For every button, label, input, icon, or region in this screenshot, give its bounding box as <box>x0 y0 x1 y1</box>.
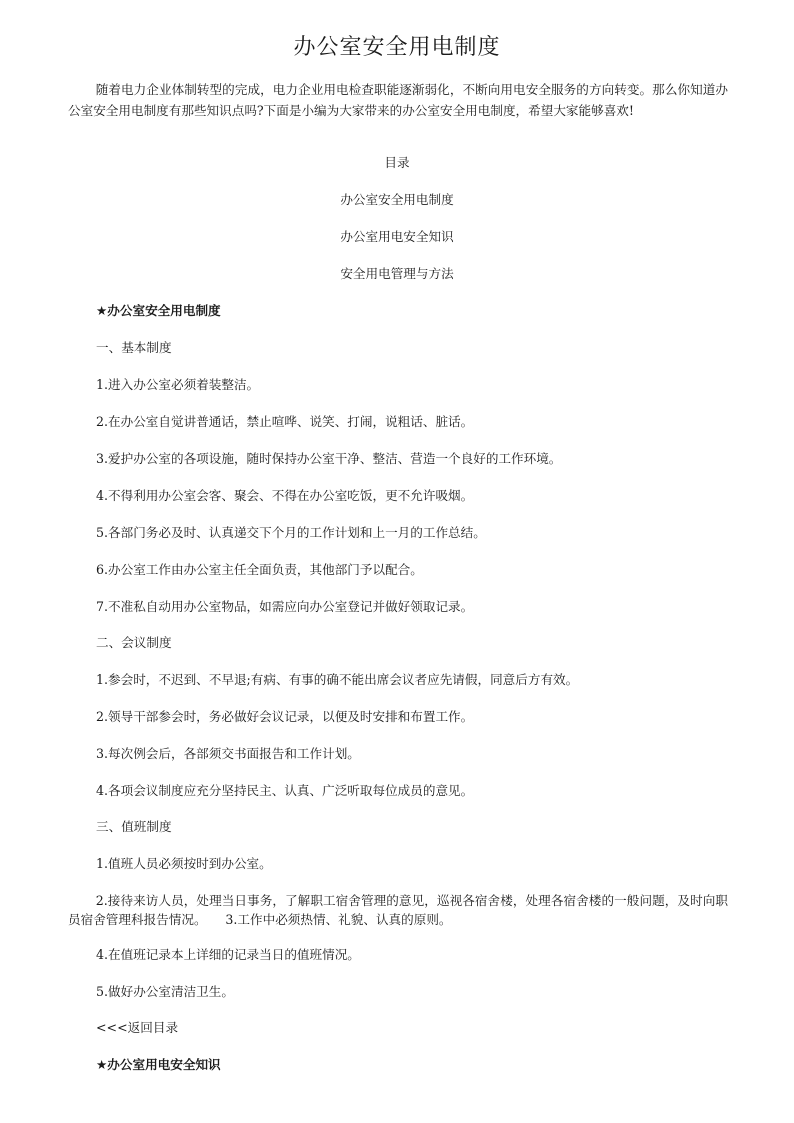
basic-rule-item: 3.爱护办公室的各项设施，随时保持办公室干净、整洁、营造一个良好的工作环境。 <box>96 451 562 466</box>
section-heading-text: 办公室用电安全知识 <box>107 1057 221 1072</box>
back-to-toc-link[interactable]: <<<返回目录 <box>96 1020 179 1035</box>
star-icon: ★ <box>96 1057 108 1072</box>
section-heading-safety-rules <box>96 302 736 320</box>
toc-link-electric-knowledge[interactable]: 办公室用电安全知识 <box>340 229 454 244</box>
meeting-rule-item: 2.领导干部参会时，务必做好会议记录，以便及时安排和布置工作。 <box>96 709 474 724</box>
meeting-rule-item: 1.参会时，不迟到、不早退;有病、有事的确不能出席会议者应先请假，同意后方有效。 <box>96 672 579 687</box>
section-heading-text: 办公室安全用电制度 <box>107 303 221 318</box>
star-icon: ★ <box>96 303 108 318</box>
toc-link-safety-rules[interactable]: 办公室安全用电制度 <box>340 192 454 207</box>
meeting-rule-item: 4.各项会议制度应充分坚持民主、认真、广泛听取每位成员的意见。 <box>96 783 474 798</box>
subheading-basic-rules: 一、基本制度 <box>96 340 172 355</box>
subheading-duty-rules: 三、值班制度 <box>96 819 172 834</box>
subheading-meeting-rules: 二、会议制度 <box>96 635 172 650</box>
toc-heading: 目录 <box>384 155 410 170</box>
basic-rule-item: 1.进入办公室必须着装整洁。 <box>96 377 260 392</box>
duty-rule-item: 4.在值班记录本上详细的记录当日的值班情况。 <box>96 947 360 962</box>
duty-rule-item: 1.值班人员必须按时到办公室。 <box>96 856 272 871</box>
document-title: 办公室安全用电制度 <box>293 35 501 60</box>
basic-rule-item: 2.在办公室自觉讲普通话，禁止喧哗、说笑、打闹，说粗话、脏话。 <box>96 414 474 429</box>
intro-paragraph: 随着电力企业体制转型的完成，电力企业用电检查职能逐渐弱化，不断向用电安全服务的方向转变。那么你知道办公室安全用电制度有那些知识点吗?下面是小编为大家带来的办公室安全用电制度，希望大家能够喜欢! <box>68 82 728 118</box>
basic-rule-item: 7.不准私自动用办公室物品，如需应向办公室登记并做好领取记录。 <box>96 599 474 614</box>
toc-link-management-methods[interactable]: 安全用电管理与方法 <box>340 266 454 281</box>
meeting-rule-item: 3.每次例会后，各部须交书面报告和工作计划。 <box>96 746 360 761</box>
basic-rule-item: 4.不得利用办公室会客、聚会、不得在办公室吃饭，更不允许吸烟。 <box>96 488 474 503</box>
duty-rule-item: 5.做好办公室清洁卫生。 <box>96 984 234 999</box>
section-heading-electric-knowledge <box>96 1056 736 1074</box>
basic-rule-item: 6.办公室工作由办公室主任全面负责，其他部门予以配合。 <box>96 562 423 577</box>
basic-rule-item: 5.各部门务必及时、认真递交下个月的工作计划和上一月的工作总结。 <box>96 525 486 540</box>
duty-rule-item: 2.接待来访人员，处理当日事务，了解职工宿舍管理的意见，巡视各宿舍楼，处理各宿舍楼的一般问题，及时向职员宿舍管理科报告情况。 3.工作中必须热情、礼貌、认真的原则。 <box>68 893 728 927</box>
